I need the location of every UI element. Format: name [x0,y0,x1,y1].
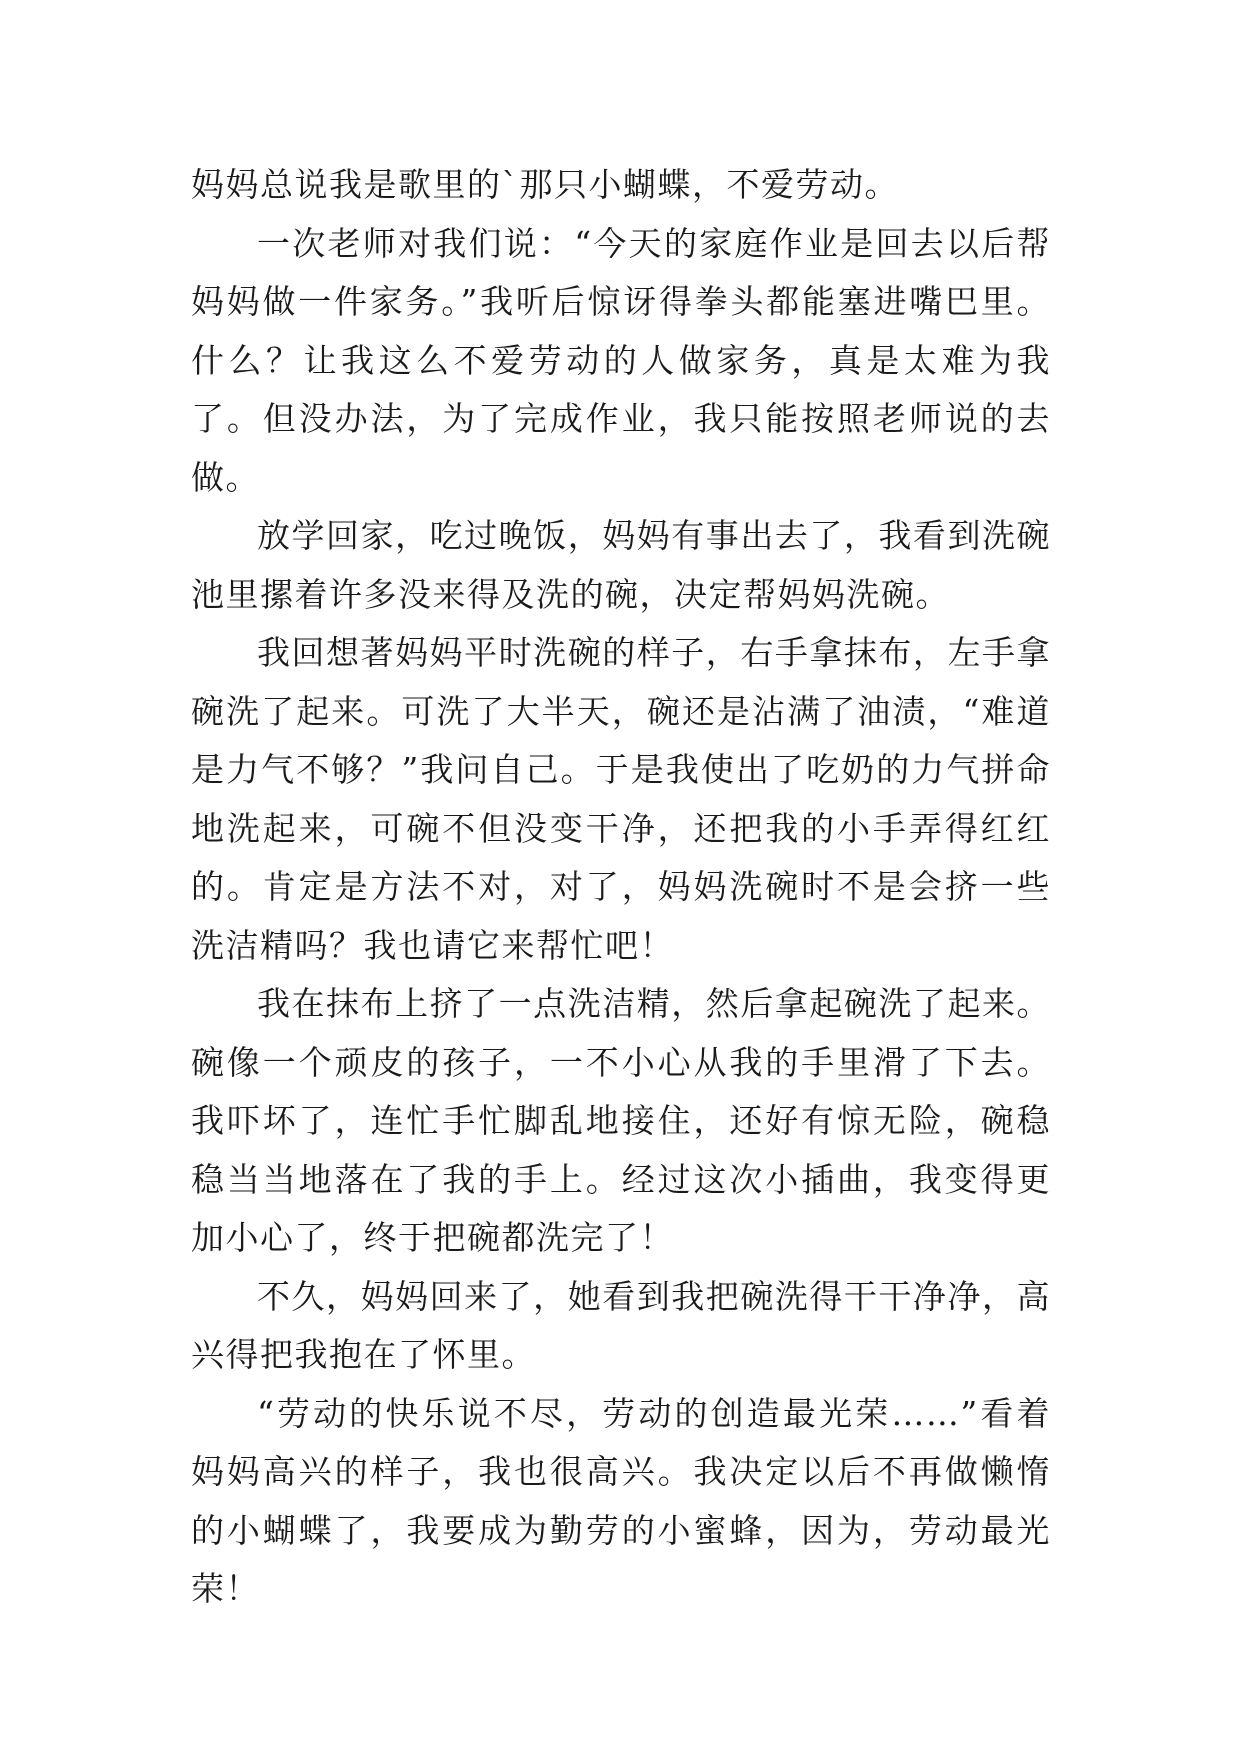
paragraph-2: 一次老师对我们说：“今天的家庭作业是回去以后帮妈妈做一件家务。”我听后惊讶得拳头都能塞进嘴巴里。什么？让我这么不爱劳动的人做家务，真是太难为我了。但没办法，为了完成作业，我只能按照老师说的去做。 [191,223,1051,497]
paragraph-7: “劳动的快乐说不尽，劳动的创造最光荣……”看着妈妈高兴的样子，我也很高兴。我决定以后不再做懒惰的小蝴蝶了，我要成为勤劳的小蜜蜂，因为，劳动最光荣！ [191,1393,1051,1608]
paragraph-4: 我回想著妈妈平时洗碗的样子，右手拿抹布，左手拿碗洗了起来。可洗了大半天，碗还是沾满了油渍，“难道是力气不够？”我问自己。于是我使出了吃奶的力气拼命地洗起来，可碗不但没变干净，还把我的小手弄得红红的。肯定是方法不对，对了，妈妈洗碗时不是会挤一些洗洁精吗？我也请它来帮忙吧！ [191,633,1051,965]
paragraph-6: 不久，妈妈回来了，她看到我把碗洗得干干净净，高兴得把我抱在了怀里。 [191,1276,1051,1374]
paragraph-5: 我在抹布上挤了一点洗洁精，然后拿起碗洗了起来。碗像一个顽皮的孩子，一不小心从我的手里滑了下去。我吓坏了，连忙手忙脚乱地接住，还好有惊无险，碗稳稳当当地落在了我的手上。经过这次小插曲，我变得更加小心了，终于把碗都洗完了！ [191,984,1051,1257]
essay-body [191,156,1051,1619]
paragraph-1: 妈妈总说我是歌里的`那只小蝴蝶，不爱劳动。 [191,165,899,204]
paragraph-3: 放学回家，吃过晚饭，妈妈有事出去了，我看到洗碗池里摞着许多没来得及洗的碗，决定帮妈妈洗碗。 [191,516,1051,614]
